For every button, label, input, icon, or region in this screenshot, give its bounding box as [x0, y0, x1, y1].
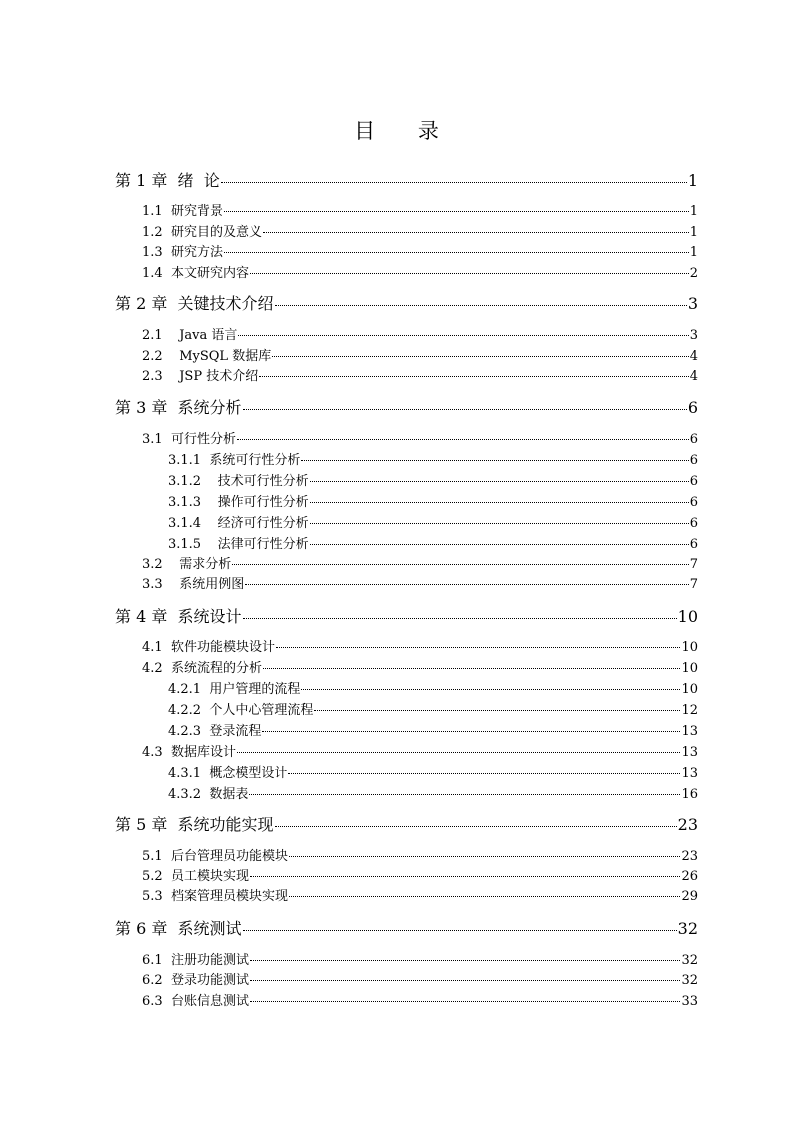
- toc-section-entry[interactable]: [142, 244, 698, 262]
- dot-leader: [301, 460, 688, 461]
- dot-leader: [224, 211, 689, 212]
- page-title: 目 录: [354, 119, 457, 143]
- dot-leader: [237, 752, 681, 753]
- toc-subsection-entry[interactable]: [168, 515, 698, 533]
- toc-entry-label: 4.2 系统流程的分析: [142, 661, 262, 676]
- toc-subsection-entry[interactable]: [168, 765, 698, 783]
- toc-subsection-entry[interactable]: [168, 452, 698, 470]
- toc-entry-label: 2.1 Java 语言: [142, 328, 238, 343]
- toc-page-number: 10: [681, 640, 698, 655]
- toc-subsection-entry[interactable]: [168, 494, 698, 512]
- toc-entry-label: 4.1 软件功能模块设计: [142, 640, 275, 655]
- toc-section-entry[interactable]: [142, 576, 698, 594]
- toc-page-number: 32: [681, 973, 698, 988]
- toc-entry-label: 1.1 研究背景: [142, 204, 223, 219]
- toc-section-entry[interactable]: [142, 327, 698, 345]
- dot-leader: [243, 930, 677, 931]
- dot-leader: [275, 305, 687, 306]
- toc-chapter-entry[interactable]: [115, 918, 698, 940]
- dot-leader: [249, 794, 680, 795]
- toc-page-number: 10: [681, 682, 698, 697]
- dot-leader: [250, 960, 681, 961]
- dot-leader: [272, 356, 689, 357]
- toc-entry-label: 3.1.4 经济可行性分析: [168, 516, 309, 531]
- dot-leader: [250, 876, 681, 877]
- toc-page-number: 3: [687, 294, 698, 313]
- toc-entry-label: 2.3 JSP 技术介绍: [142, 369, 259, 384]
- toc-entry-label: 6.2 登录功能测试: [142, 973, 249, 988]
- dot-leader: [259, 376, 689, 377]
- toc-page-number: 6: [689, 453, 698, 468]
- toc-section-entry[interactable]: [142, 265, 698, 283]
- dot-leader: [314, 710, 680, 711]
- dot-leader: [237, 439, 689, 440]
- dot-leader: [310, 523, 689, 524]
- toc-section-entry[interactable]: [142, 348, 698, 366]
- toc-entry-label: 4.2.2 个人中心管理流程: [168, 703, 314, 718]
- dot-leader: [232, 564, 689, 565]
- dot-leader: [250, 1001, 681, 1002]
- toc-page-number: 26: [681, 869, 698, 884]
- dot-leader: [263, 232, 689, 233]
- toc-page-number: 32: [677, 919, 698, 938]
- toc-section-entry[interactable]: [142, 368, 698, 386]
- toc-page-number: 2: [689, 266, 698, 281]
- toc-page-number: 29: [681, 889, 698, 904]
- toc-entry-label: 3.1.1 系统可行性分析: [168, 453, 301, 468]
- toc-entry-label: 4.3.1 概念模型设计: [168, 766, 288, 781]
- toc-entry-label: 3.1.3 操作可行性分析: [168, 495, 309, 510]
- toc-page-number: 6: [689, 516, 698, 531]
- toc-page-number: 4: [689, 369, 698, 384]
- toc-page-number: 6: [687, 398, 698, 417]
- toc-section-entry[interactable]: [142, 868, 698, 886]
- dot-leader: [238, 335, 688, 336]
- toc-page-number: 1: [689, 225, 698, 240]
- toc-page-number: 10: [677, 607, 698, 626]
- toc-section-entry[interactable]: [142, 744, 698, 762]
- toc-page-number: 7: [689, 557, 698, 572]
- dot-leader: [289, 856, 681, 857]
- toc-subsection-entry[interactable]: [168, 786, 698, 804]
- dot-leader: [310, 544, 689, 545]
- toc-page-number: 16: [681, 787, 698, 802]
- toc-page-number: 6: [689, 537, 698, 552]
- dot-leader: [310, 481, 689, 482]
- toc-entry-label: 第 2 章 关键技术介绍: [115, 294, 274, 313]
- toc-section-entry[interactable]: [142, 660, 698, 678]
- toc-page-number: 13: [681, 724, 698, 739]
- dot-leader: [310, 502, 689, 503]
- dot-leader: [250, 980, 681, 981]
- toc-entry-label: 5.1 后台管理员功能模块: [142, 849, 288, 864]
- dot-leader: [289, 896, 681, 897]
- toc-entry-label: 3.3 系统用例图: [142, 577, 245, 592]
- toc-chapter-entry[interactable]: [115, 606, 698, 628]
- dot-leader: [224, 252, 689, 253]
- toc-page-number: 6: [689, 432, 698, 447]
- toc-page-number: 12: [681, 703, 698, 718]
- toc-entry-label: 1.2 研究目的及意义: [142, 225, 262, 240]
- toc-entry-label: 4.2.1 用户管理的流程: [168, 682, 301, 697]
- toc-entry-label: 6.3 台账信息测试: [142, 994, 249, 1009]
- toc-subsection-entry[interactable]: [168, 702, 698, 720]
- dot-leader: [262, 731, 680, 732]
- toc-page-number: 7: [689, 577, 698, 592]
- toc-entry-label: 第 4 章 系统设计: [115, 607, 242, 626]
- toc-page-number: 23: [681, 849, 698, 864]
- dot-leader: [243, 409, 687, 410]
- dot-leader: [250, 273, 689, 274]
- toc-entry-label: 3.2 需求分析: [142, 557, 232, 572]
- toc-page-number: 6: [689, 474, 698, 489]
- toc-subsection-entry[interactable]: [168, 536, 698, 554]
- dot-leader: [276, 647, 681, 648]
- toc-section-entry[interactable]: [142, 203, 698, 221]
- toc-entry-label: 4.2.3 登录流程: [168, 724, 262, 739]
- toc-section-entry[interactable]: [142, 888, 698, 906]
- toc-section-entry[interactable]: [142, 431, 698, 449]
- toc-page-number: 10: [681, 661, 698, 676]
- toc-entry-label: 4.3.2 数据表: [168, 787, 249, 802]
- toc-page-number: 13: [681, 766, 698, 781]
- dot-leader: [243, 618, 677, 619]
- toc-page-number: 32: [681, 953, 698, 968]
- toc-page-number: 23: [677, 815, 698, 834]
- toc-section-entry[interactable]: [142, 972, 698, 990]
- toc-page-number: 6: [689, 495, 698, 510]
- toc-entry-label: 4.3 数据库设计: [142, 745, 236, 760]
- dot-leader: [275, 826, 677, 827]
- toc-entry-label: 3.1 可行性分析: [142, 432, 236, 447]
- toc-entry-label: 1.4 本文研究内容: [142, 266, 249, 281]
- toc-section-entry[interactable]: [142, 224, 698, 242]
- toc-entry-label: 第 6 章 系统测试: [115, 919, 242, 938]
- toc-section-entry[interactable]: [142, 952, 698, 970]
- toc-page-number: 1: [689, 245, 698, 260]
- toc-subsection-entry[interactable]: [168, 681, 698, 699]
- dot-leader: [221, 182, 687, 183]
- toc-entry-label: 5.2 员工模块实现: [142, 869, 249, 884]
- toc-entry-label: 2.2 MySQL 数据库: [142, 349, 272, 364]
- dot-leader: [301, 689, 680, 690]
- toc-entry-label: 6.1 注册功能测试: [142, 953, 249, 968]
- toc-subsection-entry[interactable]: [168, 473, 698, 491]
- toc-entry-label: 第 5 章 系统功能实现: [115, 815, 274, 834]
- toc-section-entry[interactable]: [142, 556, 698, 574]
- toc-page-number: 33: [681, 994, 698, 1009]
- dot-leader: [245, 584, 689, 585]
- toc-section-entry[interactable]: [142, 993, 698, 1011]
- toc-entry-label: 3.1.5 法律可行性分析: [168, 537, 309, 552]
- dot-leader: [288, 773, 680, 774]
- toc-page-number: 1: [687, 171, 698, 190]
- toc-chapter-entry[interactable]: [115, 397, 698, 419]
- toc-chapter-entry[interactable]: [115, 170, 698, 192]
- toc-entry-label: 第 3 章 系统分析: [115, 398, 242, 417]
- toc-page-number: 1: [689, 204, 698, 219]
- toc-entry-label: 1.3 研究方法: [142, 245, 223, 260]
- toc-entry-label: 3.1.2 技术可行性分析: [168, 474, 309, 489]
- toc-page-number: 4: [689, 349, 698, 364]
- toc-page-number: 3: [689, 328, 698, 343]
- dot-leader: [263, 668, 681, 669]
- toc-section-entry[interactable]: [142, 639, 698, 657]
- toc-chapter-entry[interactable]: [115, 293, 698, 315]
- toc-page-number: 13: [681, 745, 698, 760]
- toc-section-entry[interactable]: [142, 848, 698, 866]
- toc-chapter-entry[interactable]: [115, 814, 698, 836]
- toc-subsection-entry[interactable]: [168, 723, 698, 741]
- toc-entry-label: 第 1 章 绪 论: [115, 171, 220, 190]
- toc-entry-label: 5.3 档案管理员模块实现: [142, 889, 288, 904]
